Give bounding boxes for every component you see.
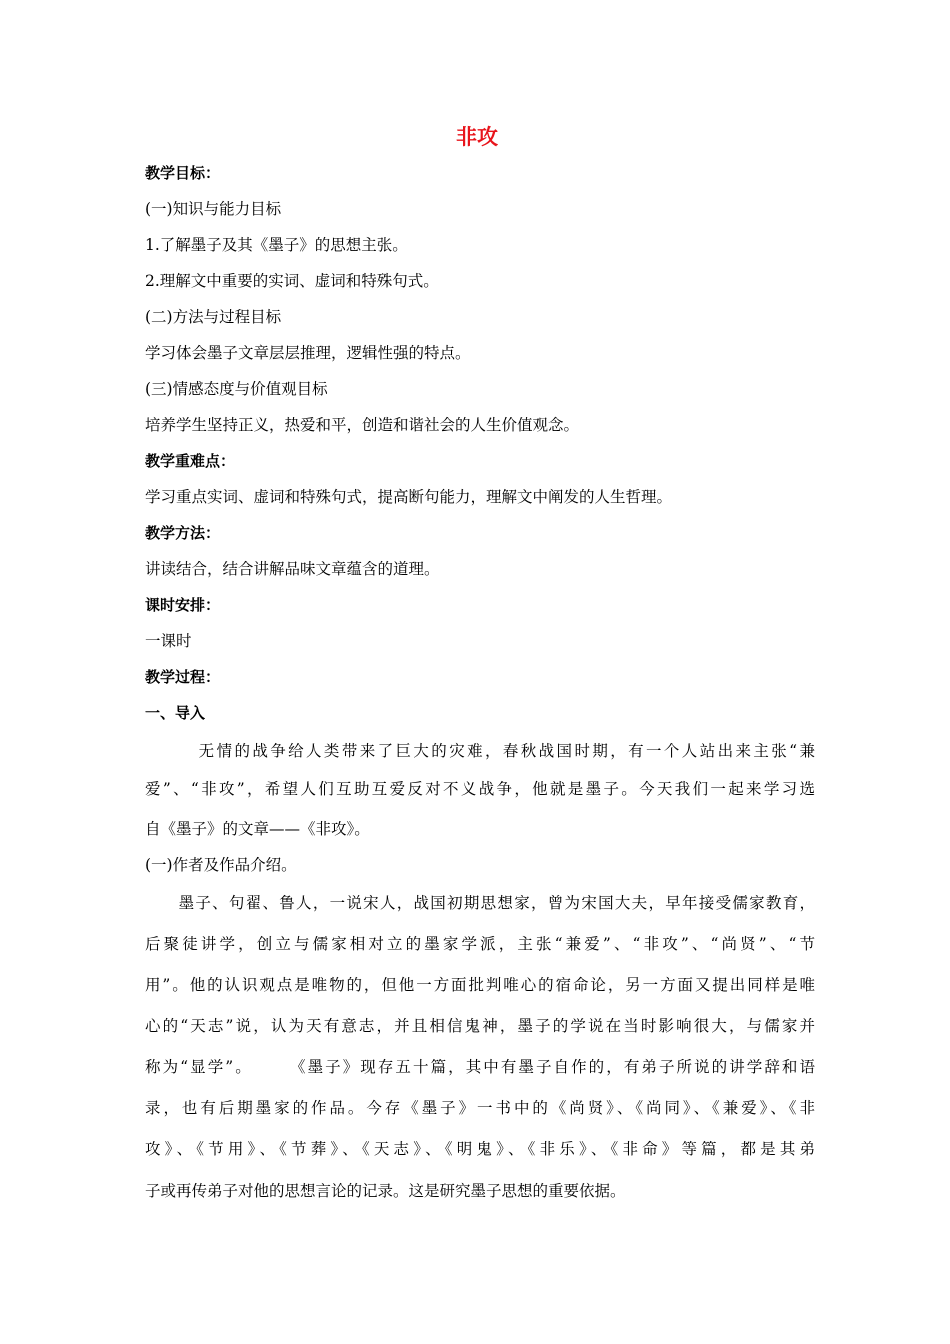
intro-paragraph-line: 自《墨子》的文章——《非攻》。 <box>145 820 370 838</box>
section-heading-teaching-method: 教学方法： <box>145 524 221 542</box>
subheading-author-intro: (一)作者及作品介绍。 <box>145 856 297 874</box>
author-paragraph-line: 心的“天志”说，认为天有意志，并且相信鬼神，墨子的学说在当时影响很大，与儒家并 <box>145 1017 815 1035</box>
author-paragraph-line: 墨子、句翟、鲁人，一说宋人，战国初期思想家，曾为宋国大夫，早年接受儒家教育， <box>145 894 815 912</box>
author-paragraph-line: 子或再传弟子对他的思想言论的记录。这是研究墨子思想的重要依据。 <box>145 1182 626 1200</box>
schedule-text: 一课时 <box>145 632 192 650</box>
section-heading-key-points: 教学重难点： <box>145 452 236 470</box>
method-goal-text: 学习体会墨子文章层层推理，逻辑性强的特点。 <box>145 344 471 362</box>
subheading-emotion-values: (三)情感态度与价值观目标 <box>145 380 328 398</box>
section-heading-schedule: 课时安排： <box>145 596 221 614</box>
section-heading-teaching-goals: 教学目标： <box>145 164 221 182</box>
author-paragraph-line: 后聚徒讲学，创立与儒家相对立的墨家学派，主张“兼爱”、“非攻”、“尚贤”、“节 <box>145 935 815 953</box>
author-paragraph-line: 录，也有后期墨家的作品。今存《墨子》一书中的《尚贤》、《尚同》、《兼爱》、《非 <box>145 1099 815 1117</box>
key-points-text: 学习重点实词、虚词和特殊句式，提高断句能力，理解文中阐发的人生哲理。 <box>145 488 673 506</box>
section-heading-teaching-process: 教学过程： <box>145 668 221 686</box>
teaching-method-text: 讲读结合，结合讲解品味文章蕴含的道理。 <box>145 560 440 578</box>
subheading-introduction: 一、导入 <box>145 704 206 722</box>
subheading-knowledge-ability: (一)知识与能力目标 <box>145 200 282 218</box>
goal-item-2: 2.理解文中重要的实词、虚词和特殊句式。 <box>145 272 439 290</box>
document-title: 非攻 <box>456 125 498 149</box>
author-paragraph-line: 攻》、《节用》、《节葬》、《天志》、《明鬼》、《非乐》、《非命》等篇，都是其弟 <box>145 1140 815 1158</box>
intro-paragraph-line: 爱”、“非攻”，希望人们互助互爱反对不义战争，他就是墨子。今天我们一起来学习选 <box>145 780 815 798</box>
goal-item-1: 1.了解墨子及其《墨子》的思想主张。 <box>145 236 408 254</box>
author-paragraph-line: 用”。他的认识观点是唯物的，但他一方面批判唯心的宿命论，另一方面又提出同样是唯 <box>145 976 815 994</box>
subheading-method-process: (二)方法与过程目标 <box>145 308 282 326</box>
intro-paragraph-line: 无情的战争给人类带来了巨大的灾难，春秋战国时期，有一个人站出来主张“兼 <box>145 742 815 760</box>
author-paragraph-line: 称为“显学”。 《墨子》现存五十篇，其中有墨子自作的，有弟子所说的讲学辞和语 <box>145 1058 815 1076</box>
emotion-goal-text: 培养学生坚持正义，热爱和平，创造和谐社会的人生价值观念。 <box>145 416 580 434</box>
